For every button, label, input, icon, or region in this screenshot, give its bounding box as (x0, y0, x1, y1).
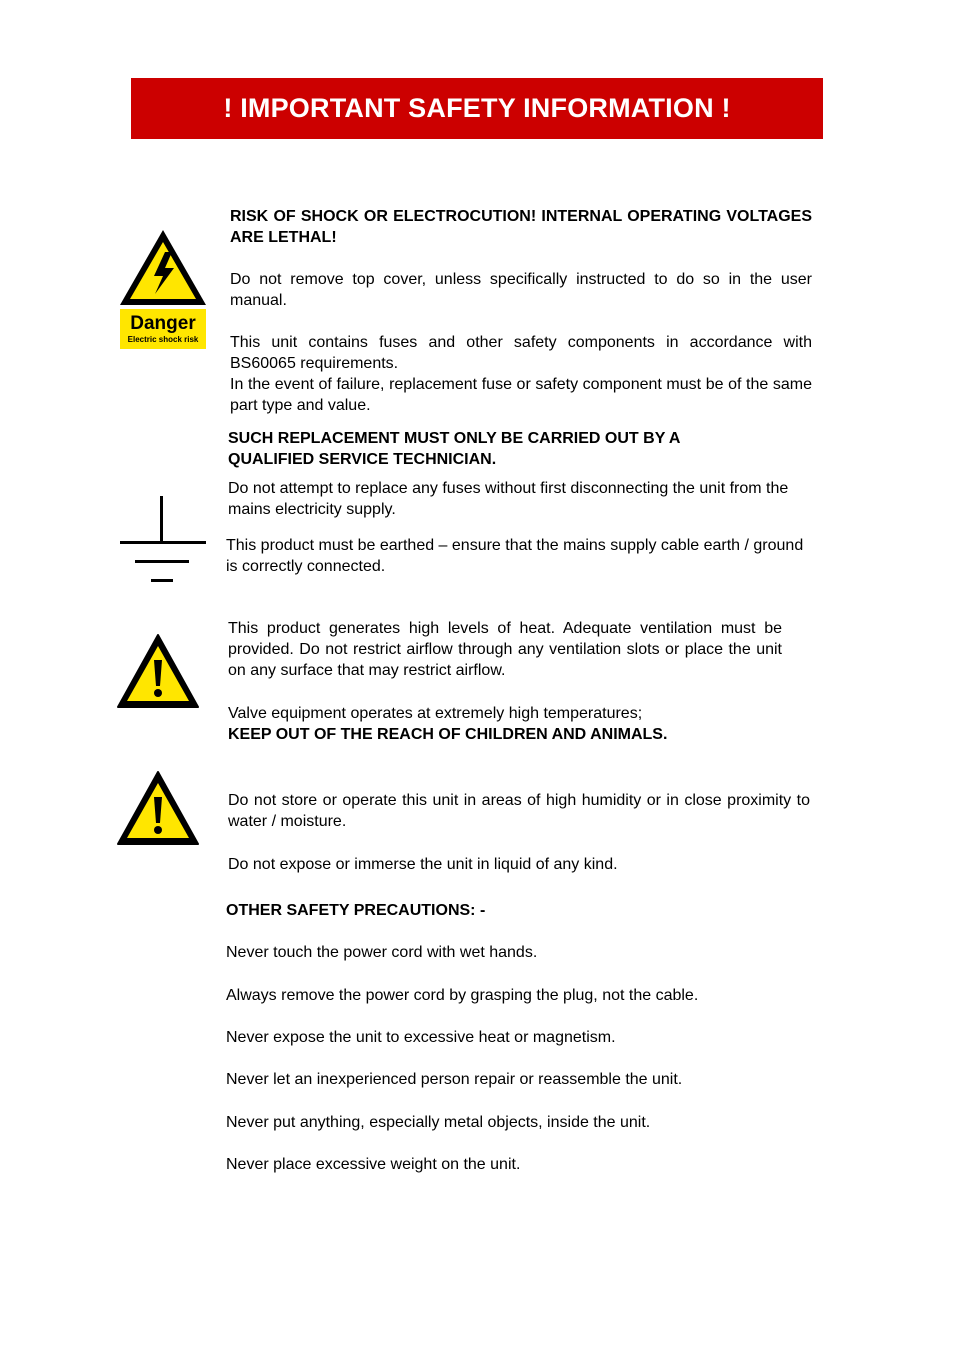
electric-shock-danger-icon (118, 228, 208, 350)
replacement-heading: SUCH REPLACEMENT MUST ONLY BE CARRIED OUT BY A QUALIFIED SERVICE TECHNICIAN. (228, 430, 680, 468)
other-heading: OTHER SAFETY PRECAUTIONS: - (226, 902, 486, 919)
disconnect-text: Do not attempt to replace any fuses without first disconnecting the unit from the mains electricity supply. (228, 480, 789, 518)
section-replacement (228, 428, 818, 520)
earth-ground-icon (118, 493, 208, 585)
top-cover-text: Do not remove top cover, unless specifically instructed to do so in the user manual. (230, 271, 812, 309)
earthed-text-block (226, 535, 818, 577)
list-item: Never expose the unit to excessive heat or magnetism. (226, 1029, 616, 1046)
section-shock-risk (230, 206, 812, 416)
list-item: Never touch the power cord with wet hands. (226, 944, 538, 961)
list-item: Always remove the power cord by grasping the plug, not the cable. (226, 987, 699, 1004)
safety-banner (131, 78, 823, 139)
warning-icon (116, 770, 200, 846)
shock-heading: RISK OF SHOCK OR ELECTROCUTION! INTERNAL OPERATING VOLTAGES ARE LETHAL! (230, 208, 812, 246)
earthed-text: This product must be earthed – ensure that the mains supply cable earth / ground is correctly connected. (226, 537, 804, 575)
humidity-text: Do not store or operate this unit in areas of high humidity or in close proximity to water / moisture. (228, 792, 810, 830)
replacement-text: In the event of failure, replacement fuse or safety component must be of the same part type and value. (230, 376, 812, 414)
section-humidity (228, 790, 810, 875)
high-temp-text: Valve equipment operates at extremely high temperatures; (228, 705, 643, 722)
section-heat (228, 618, 782, 745)
liquid-text: Do not expose or immerse the unit in liquid of any kind. (228, 856, 618, 873)
list-item: Never put anything, especially metal objects, inside the unit. (226, 1114, 651, 1131)
banner-title: ! IMPORTANT SAFETY INFORMATION ! (223, 93, 731, 123)
other-precautions (226, 900, 826, 1175)
warning-icon (116, 633, 200, 709)
danger-subtext: Electric shock risk (127, 335, 199, 344)
ventilation-text: This product generates high levels of heat. Adequate ventilation must be provided. Do not restrict airflow through any ventilation slots or place the unit on any surface that may restrict airflow. (228, 620, 782, 679)
list-item: Never let an inexperienced person repair or reassemble the unit. (226, 1071, 683, 1088)
list-item: Never place excessive weight on the unit. (226, 1156, 521, 1173)
children-warning: KEEP OUT OF THE REACH OF CHILDREN AND ANIMALS. (228, 726, 668, 743)
fuses-text: This unit contains fuses and other safety components in accordance with BS60065 requirements. (230, 334, 812, 372)
danger-word: Danger (130, 313, 196, 334)
